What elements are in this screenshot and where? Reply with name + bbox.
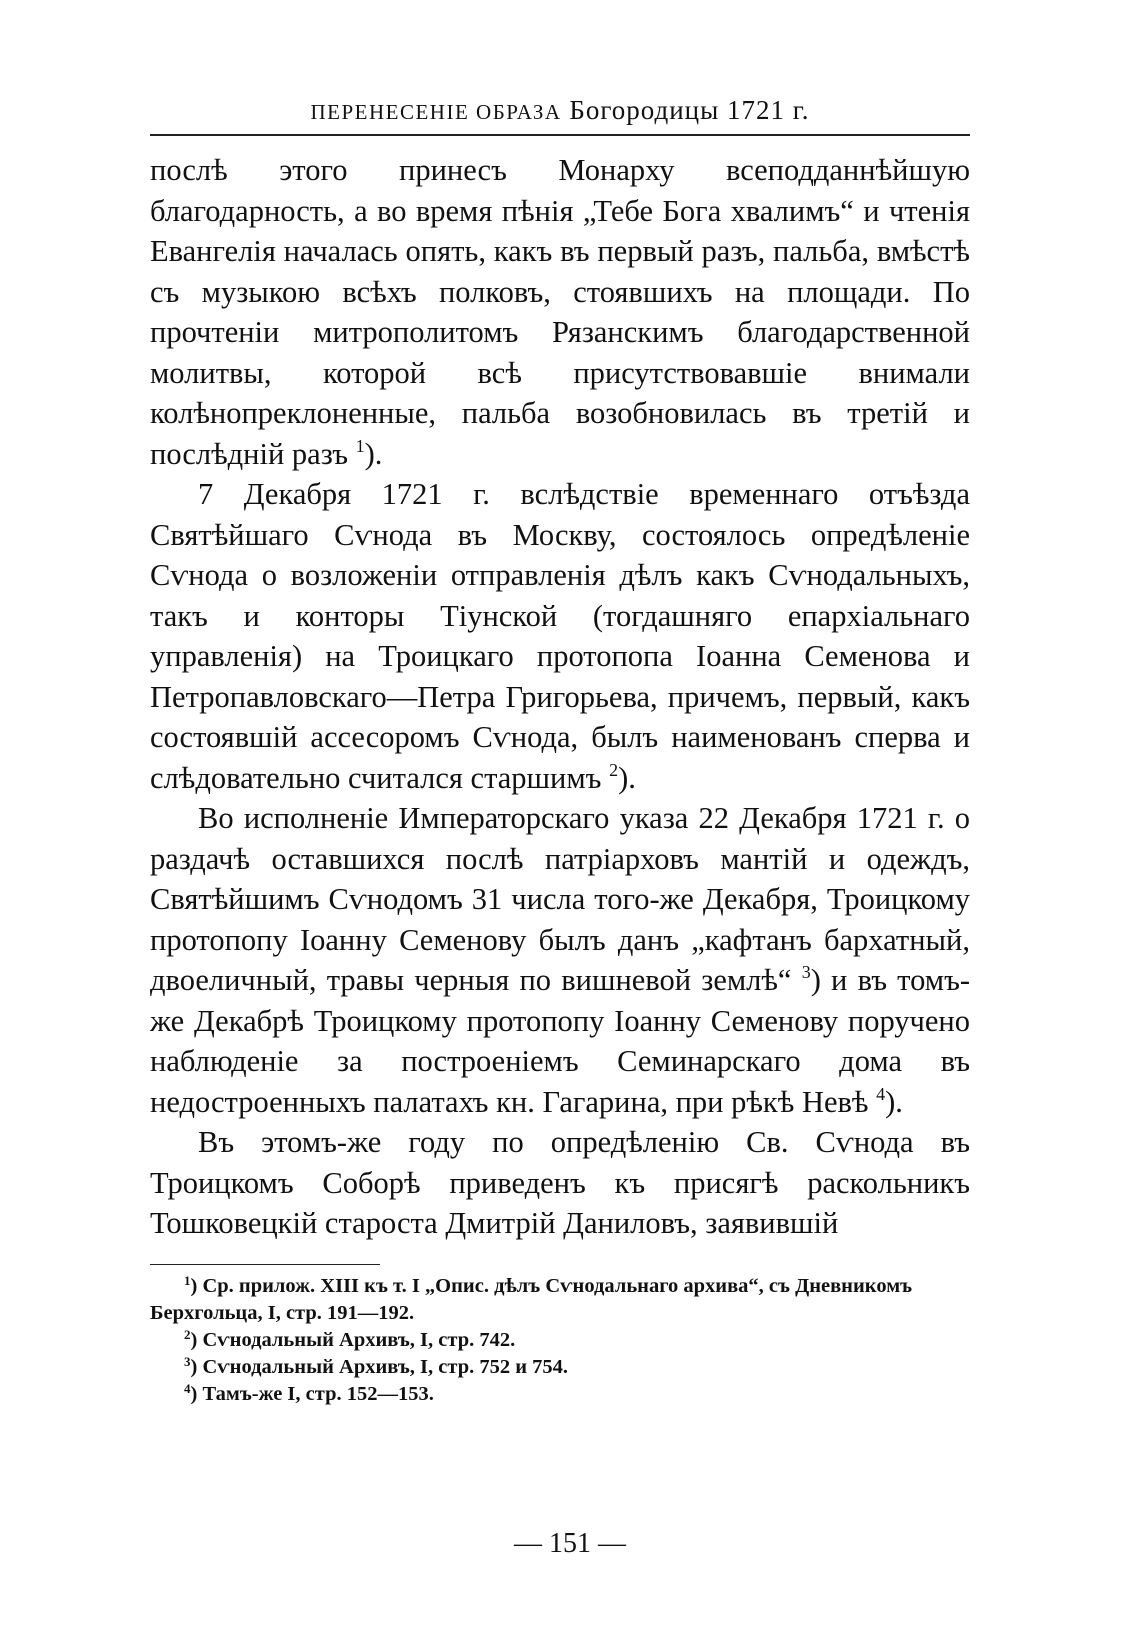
running-head bbox=[150, 95, 970, 136]
paragraph-4 bbox=[150, 1122, 970, 1244]
footnote-text: ) Ср. прилож. XIII къ т. I „Опис. дѣлъ Сѵнодальнаго архива“, съ Дневникомъ Берхгольца, I, стр. 191—192. bbox=[150, 1274, 913, 1324]
footnote-item bbox=[150, 1354, 970, 1381]
footnote-number: 4 bbox=[184, 1380, 191, 1396]
footnote-number: 2 bbox=[184, 1326, 191, 1342]
paragraph-text: ). bbox=[885, 1084, 903, 1119]
paragraph-text: ) и въ томъ-же Декабрѣ Троицкому протопопу Іоанну Семенову поручено наблюденіе за построеніемъ Семинарскаго дома въ недостроенныхъ палатахъ кн. Гагарина, при рѣкѣ Невѣ bbox=[150, 963, 971, 1119]
paragraph-text: Въ этомъ-же году по опредѣленію Св. Сѵнода въ Троицкомъ Соборѣ приведенъ къ присягѣ раскольникъ Тошковецкій староста Дмитрій Даниловъ, заявившій bbox=[150, 1125, 970, 1240]
paragraph-text: ). bbox=[364, 436, 383, 471]
body-text bbox=[150, 150, 970, 1244]
footnote-number: 1 bbox=[184, 1272, 191, 1288]
footnote-number: 3 bbox=[184, 1353, 191, 1369]
footnote-ref: 4 bbox=[876, 1083, 886, 1104]
footnote-text: ) Сѵнодальный Архивъ, I, стр. 752 и 754. bbox=[190, 1355, 569, 1378]
footnote-ref: 1 bbox=[355, 435, 365, 456]
running-head-rest: Богородицы 1721 г. bbox=[569, 95, 810, 125]
paragraph-text: 7 Декабря 1721 г. вслѣдствіе временнаго отъѣзда Святѣйшаго Сѵнода въ Москву, состоялось опредѣленіе Сѵнода о возложеніи отправленія дѣлъ какъ Сѵнодальныхъ, такъ и конторы Тіунской (тогдашняго епархіальнаго управленія) на Троицкаго протопопа Іоанна Семенова и Петропавловскаго—Петра Григорьева, причемъ, первый, какъ состоявшій ассесоромъ Сѵнода, былъ наименованъ сперва и слѣдовательно считался старшимъ bbox=[150, 477, 970, 795]
paragraph-text: Во исполненіе Императорскаго указа 22 Декабря 1721 г. о раздачѣ оставшихся послѣ патріарховъ мантій и одеждъ, Святѣйшимъ Сѵнодомъ 31 числа того-же Декабря, Троицкому протопопу Іоанну Семенову былъ данъ „кафтанъ бархатный, двоеличный, травы черныя по вишневой землѣ“ bbox=[150, 801, 970, 997]
footnote-text: ) Тамъ-же I, стр. 152—153. bbox=[190, 1382, 434, 1405]
paragraph-3 bbox=[150, 798, 970, 1122]
footnote-item bbox=[150, 1273, 970, 1327]
footnotes bbox=[150, 1273, 970, 1408]
page-number: — 151 — bbox=[514, 1528, 626, 1559]
footnote-text: ) Сѵнодальный Архивъ, I, стр. 742. bbox=[190, 1328, 516, 1351]
footnote-divider bbox=[150, 1264, 380, 1265]
footnote-ref: 3 bbox=[801, 962, 811, 982]
paragraph-2 bbox=[150, 474, 970, 798]
footnote-ref: 2 bbox=[609, 759, 619, 780]
running-head-caps: ПЕРЕНЕСЕНІЕ ОБРАЗА bbox=[310, 100, 562, 124]
paragraph-1 bbox=[150, 150, 970, 474]
page bbox=[150, 95, 970, 1408]
paragraph-text: послѣ этого принесъ Монарху всеподданнѣйшую благодарность, а во время пѣнія „Тебе Бога хвалимъ“ и чтенія Евангелія началась опять, какъ въ первый разъ, пальба, вмѣстѣ съ музыкою всѣхъ полковъ, стоявшихъ на площади. По прочтеніи митрополитомъ Рязанскимъ благодарственной молитвы, которой всѣ присутствовавшіе внимали колѣнопреклоненные, пальба возобновилась въ третій и послѣдній разъ bbox=[150, 153, 970, 471]
footnote-item bbox=[150, 1327, 970, 1354]
footnote-item bbox=[150, 1381, 970, 1408]
paragraph-text: ). bbox=[618, 760, 636, 795]
